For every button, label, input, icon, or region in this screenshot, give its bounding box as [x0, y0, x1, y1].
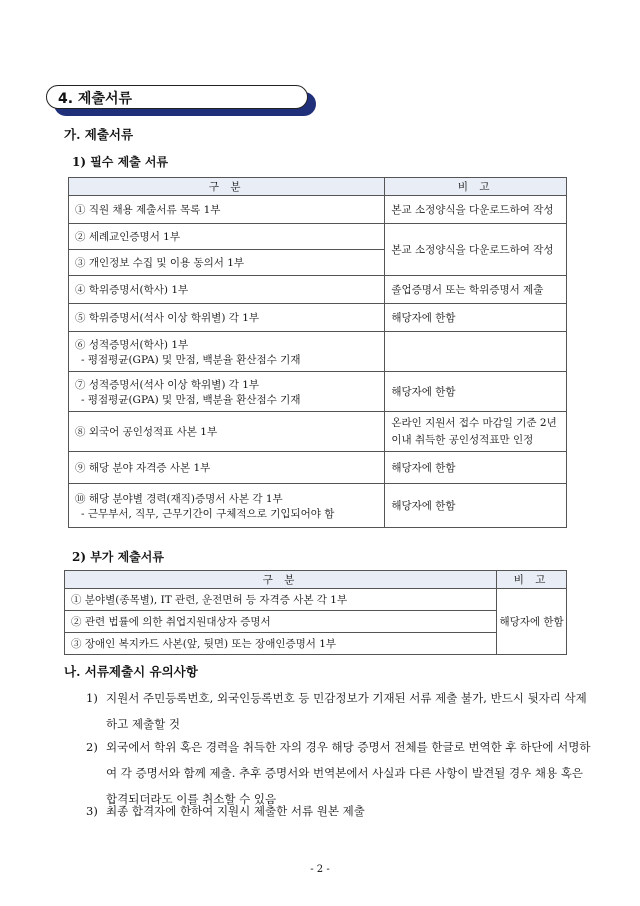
row-note-empty — [385, 332, 567, 372]
row-note: 본교 소정양식을 다운로드하여 작성 — [385, 224, 567, 276]
row-cell — [69, 484, 385, 528]
row-cell — [69, 332, 385, 372]
table-header-category: 구 분 — [69, 178, 385, 196]
page-number: - 2 - — [310, 864, 330, 875]
table-row — [69, 224, 567, 250]
row-item: ④ 학위증명서(학사) 1부 — [69, 276, 385, 304]
row-note: 해당자에 한함 — [385, 304, 567, 332]
table-header-remark: 비 고 — [385, 178, 567, 196]
row-item: ⑥ 성적증명서(학사) 1부 — [75, 338, 189, 351]
table-row — [65, 633, 567, 655]
row-note: 해당자에 한함 — [385, 452, 567, 484]
row-note: 해당자에 한함 — [385, 372, 567, 412]
list-item — [86, 685, 596, 737]
row-item: ① 분야별(종목별), IT 관련, 운전면허 등 자격증 사본 각 1부 — [65, 589, 497, 611]
section-title: 4. 제출서류 — [58, 91, 133, 107]
table-header-category: 구 분 — [65, 571, 497, 589]
list-item-text: 외국에서 학위 혹은 경력을 취득한 자의 경우 해당 증명서 전체를 한글로 번역한 후 하단에 서명하여 각 증명서와 함께 제출. 추후 증명서와 번역본에서 사실과 다른 사항이 발견될 경우 채용 혹은 합격되더라도 이를 취소할 수 있음 — [106, 740, 591, 806]
table-row — [69, 412, 567, 452]
required-docs-title: 1) 필수 제출 서류 — [72, 155, 169, 169]
list-item-text: 최종 합격자에 한하여 지원시 제출한 서류 원본 제출 — [106, 804, 365, 818]
row-note: 해당자에 한함 — [385, 484, 567, 528]
row-item: ⑩ 해당 분야별 경력(재직)증명서 사본 각 1부 — [75, 492, 283, 505]
row-item: ③ 개인정보 수집 및 이용 동의서 1부 — [69, 250, 385, 276]
row-item: ② 관련 법률에 의한 취업지원대상자 증명서 — [65, 611, 497, 633]
table-row — [65, 589, 567, 611]
row-item: ① 직원 채용 제출서류 목록 1부 — [69, 196, 385, 224]
row-item: ⑤ 학위증명서(석사 이상 학위별) 각 1부 — [69, 304, 385, 332]
table-row — [69, 196, 567, 224]
subsection-a-title: 가. 제출서류 — [64, 127, 134, 142]
row-note: 졸업증명서 또는 학위증명서 제출 — [385, 276, 567, 304]
row-item: ⑦ 성적증명서(석사 이상 학위별) 각 1부 — [75, 378, 260, 391]
list-item-number: 3) — [86, 804, 98, 818]
table-row — [69, 484, 567, 528]
row-item: ⑨ 해당 분야 자격증 사본 1부 — [69, 452, 385, 484]
table-header-remark: 비 고 — [497, 571, 567, 589]
subsection-b-title: 나. 서류제출시 유의사항 — [64, 664, 198, 679]
row-item: ⑧ 외국어 공인성적표 사본 1부 — [69, 412, 385, 452]
row-note: 해당자에 한함 — [497, 589, 567, 655]
list-item-number: 2) — [86, 740, 98, 754]
table-row — [69, 452, 567, 484]
row-subnote: - 근무부서, 직무, 근무기간이 구체적으로 기입되어야 함 — [81, 507, 335, 520]
table-row — [69, 332, 567, 372]
row-item: ③ 장애인 복지카드 사본(앞, 뒷면) 또는 장애인증명서 1부 — [65, 633, 497, 655]
row-item: ② 세례교인증명서 1부 — [69, 224, 385, 250]
row-note: 본교 소정양식을 다운로드하여 작성 — [385, 196, 567, 224]
table-row — [69, 276, 567, 304]
row-subnote: - 평점평균(GPA) 및 만점, 백분율 환산점수 기재 — [81, 353, 301, 366]
row-cell — [69, 372, 385, 412]
table-row — [69, 304, 567, 332]
list-item — [86, 798, 596, 824]
list-item-number: 1) — [86, 691, 98, 705]
table-row — [69, 372, 567, 412]
additional-docs-title: 2) 부가 제출서류 — [72, 550, 164, 564]
row-subnote: - 평점평균(GPA) 및 만점, 백분율 환산점수 기재 — [81, 393, 301, 406]
table-row — [65, 611, 567, 633]
required-docs-table — [68, 177, 567, 528]
additional-docs-table — [64, 570, 567, 655]
list-item-text: 지원서 주민등록번호, 외국인등록번호 등 민감정보가 기재된 서류 제출 불가, 반드시 뒷자리 삭제하고 제출할 것 — [106, 691, 587, 731]
row-note: 온라인 지원서 접수 마감일 기준 2년 이내 취득한 공인성적표만 인정 — [385, 412, 567, 452]
